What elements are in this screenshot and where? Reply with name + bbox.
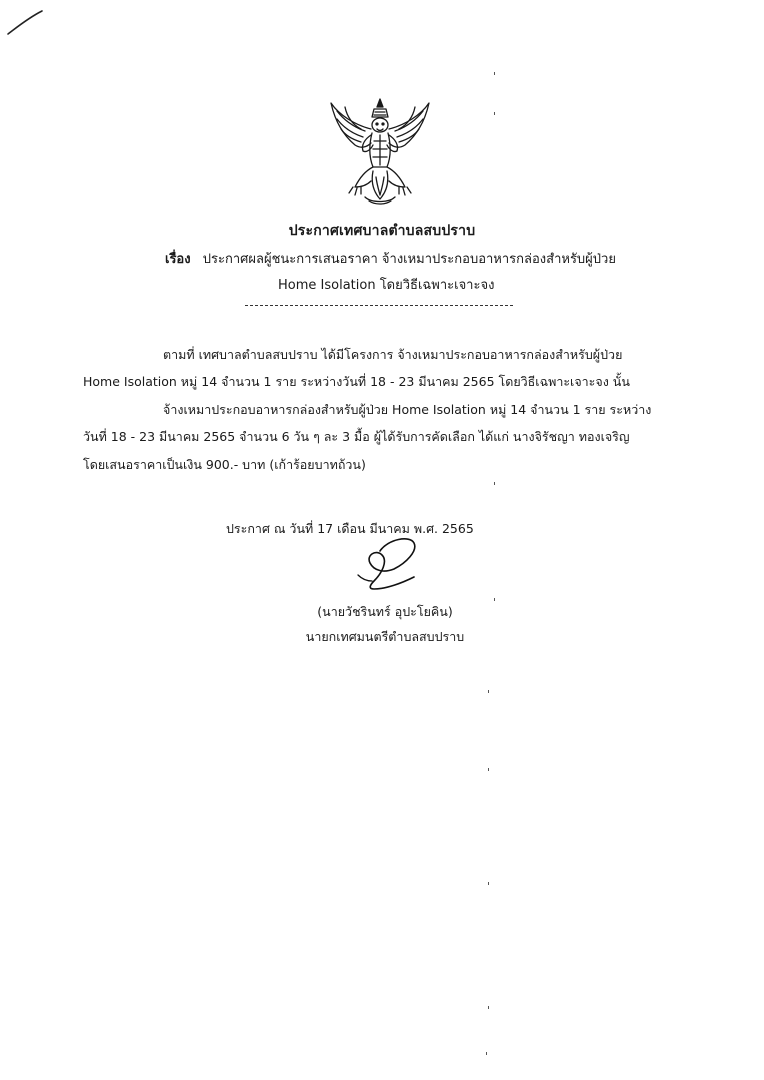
signer-position: นายกเทศมนตรีตำบลสบปราบ	[305, 629, 465, 644]
body-line-5: โดยเสนอราคาเป็นเงิน 900.- บาท (เก้าร้อยบาทถ้วน)	[83, 457, 366, 472]
scan-speck	[488, 1006, 489, 1009]
scan-speck	[488, 768, 489, 771]
handwritten-signature	[352, 533, 432, 591]
scan-speck	[494, 482, 495, 485]
divider-line	[245, 305, 513, 306]
subject-label: เรื่อง	[165, 252, 191, 267]
garuda-emblem-icon	[325, 95, 435, 207]
subject-line	[165, 248, 616, 269]
announcement-date: ประกาศ ณ วันที่ 17 เดือน มีนาคม พ.ศ. 2565	[226, 521, 474, 536]
scan-speck	[494, 72, 495, 75]
subject-text-continued: Home Isolation โดยวิธีเฉพาะเจาะจง	[278, 278, 495, 293]
body-line-4: วันที่ 18 - 23 มีนาคม 2565 จำนวน 6 วัน ๆ ละ 3 มื้อ ผู้ได้รับการคัดเลือก ได้แก่ นางจิรัชญา ทองเจริญ	[83, 429, 630, 444]
body-line-3: จ้างเหมาประกอบอาหารกล่องสำหรับผู้ป่วย Home Isolation หมู่ 14 จำนวน 1 ราย ระหว่าง	[163, 402, 652, 417]
body-line-1: ตามที่ เทศบาลตำบลสบปราบ ได้มีโครงการ จ้างเหมาประกอบอาหารกล่องสำหรับผู้ป่วย	[163, 347, 623, 362]
scan-speck	[488, 882, 489, 885]
signer-name: (นายวัชรินทร์ อุปะโยคิน)	[317, 604, 453, 619]
pen-stroke-mark-icon	[6, 8, 46, 38]
scan-speck	[486, 1052, 487, 1055]
scan-speck	[488, 690, 489, 693]
scan-speck	[494, 112, 495, 115]
scan-speck	[494, 598, 495, 601]
document-title: ประกาศเทศบาลตำบลสบปราบ	[288, 223, 476, 239]
subject-text: ประกาศผลผู้ชนะการเสนอราคา จ้างเหมาประกอบอาหารกล่องสำหรับผู้ป่วย	[202, 252, 616, 267]
body-line-2: Home Isolation หมู่ 14 จำนวน 1 ราย ระหว่างวันที่ 18 - 23 มีนาคม 2565 โดยวิธีเฉพาะเจาะจง นั้น	[83, 374, 630, 389]
